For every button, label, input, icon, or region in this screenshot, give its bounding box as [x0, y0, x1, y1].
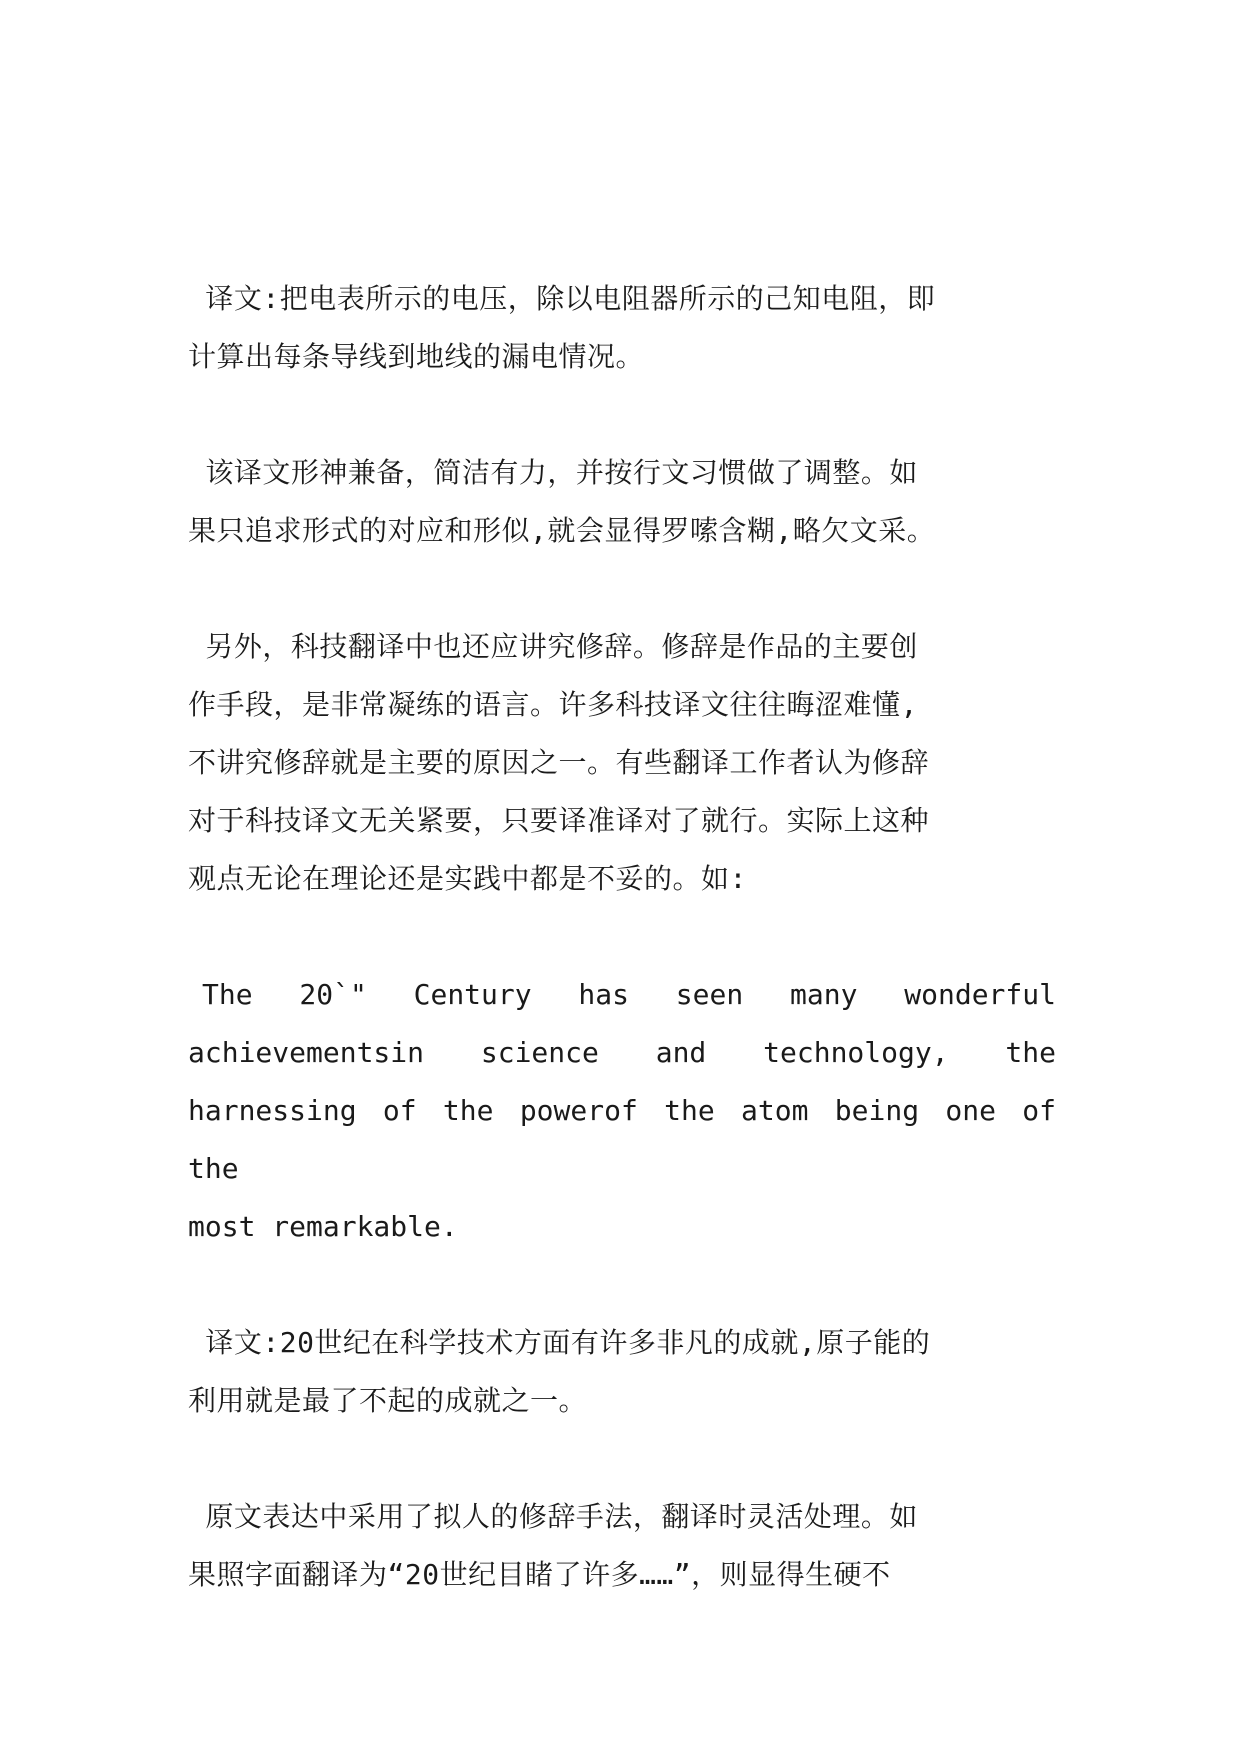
paragraph-translation-voltage — [188, 270, 1056, 386]
document-page — [188, 270, 1056, 1662]
text-line: 观点无论在理论还是实践中都是不妥的。如: — [188, 862, 747, 895]
word: The — [202, 978, 253, 1011]
paragraph-rhetoric — [188, 618, 1056, 908]
text-line: 计算出每条导线到地线的漏电情况。 — [188, 340, 645, 373]
text-line: harnessing of the powerof the atom being one of the — [188, 1094, 1056, 1185]
word: many — [790, 978, 858, 1011]
word: the — [1005, 1036, 1056, 1069]
text-line: 对于科技译文无关紧要，只要译准译对了就行。实际上这种 — [188, 804, 930, 837]
text-line: 另外，科技翻译中也还应讲究修辞。修辞是作品的主要创 — [188, 630, 918, 663]
word: has — [578, 978, 629, 1011]
text-line: 原文表达中采用了拟人的修辞手法，翻译时灵活处理。如 — [188, 1500, 918, 1533]
text-line: 译文:20世纪在科学技术方面有许多非凡的成就,原子能的 — [188, 1326, 931, 1359]
word: technology, — [763, 1036, 949, 1069]
word: wonderful — [904, 978, 1056, 1011]
paragraph-comment-form-spirit — [188, 444, 1056, 560]
paragraph-personification — [188, 1488, 1056, 1604]
word: and — [655, 1036, 707, 1069]
text-line: 不讲究修辞就是主要的原因之一。有些翻译工作者认为修辞 — [188, 746, 930, 779]
text-line: 利用就是最了不起的成就之一。 — [188, 1384, 588, 1417]
text-line-justified — [188, 966, 1056, 1024]
word: achievementsin — [188, 1036, 425, 1069]
text-line-justified — [188, 1024, 1056, 1082]
text-line: most remarkable. — [188, 1210, 458, 1243]
text-line: 果只追求形式的对应和形似,就会显得罗嗦含糊,略欠文采。 — [188, 514, 936, 547]
word: 20`" — [299, 978, 367, 1011]
word: science — [480, 1036, 599, 1069]
word: seen — [675, 978, 744, 1011]
paragraph-english-example — [188, 966, 1056, 1256]
word: Century — [413, 978, 532, 1011]
text-line: 作手段，是非常凝练的语言。许多科技译文往往晦涩难懂, — [188, 688, 918, 721]
text-line: 果照字面翻译为“20世纪目睹了许多……”，则显得生硬不 — [188, 1558, 891, 1591]
text-line: 该译文形神兼备，简洁有力，并按行文习惯做了调整。如 — [188, 456, 918, 489]
text-line: 译文:把电表所示的电压，除以电阻器所示的己知电阻，即 — [188, 282, 936, 315]
paragraph-translation-20th-century — [188, 1314, 1056, 1430]
